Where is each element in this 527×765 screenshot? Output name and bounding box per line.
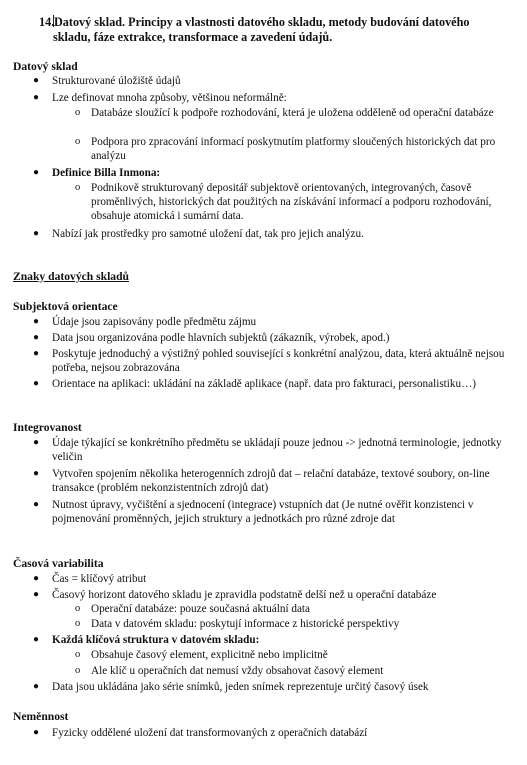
list-item: ● Časový horizont datového skladu je zpravidla podstatně delší než u operační databáze [33,589,437,601]
title-number: 14. [39,15,55,29]
bullet-icon: ● [33,573,40,584]
circle-bullet-icon: o [75,649,81,660]
heading-integrovanost: Integrovanost [13,421,82,434]
list-item: ● Nabízí jak prostředky pro samotné uložení dat, tak pro jejich analýzu. [33,228,364,240]
bullet-icon: ● [33,727,40,738]
bullet-icon: ● [33,468,40,479]
list-item: o Podnikově strukturovaný depositář subjektově orientovaných, integrovaných, časově proměnlivých, historických dat použitých na získávání informací a podporu rozhodování, obsahuje atomická i sumární data. [75,182,492,223]
heading-casova-variabilita: Časová variabilita [13,557,104,570]
list-item: ● Čas = klíčový atribut [33,573,147,585]
bullet-icon: ● [33,167,40,178]
bullet-icon: ● [33,75,40,86]
list-item: o Data v datovém skladu: poskytují informace z historické perspektivy [75,618,400,630]
list-item: ● Fyzicky oddělené uložení dat transformovaných z operačních databází [33,727,368,739]
bullet-icon: ● [33,378,40,389]
list-item: ● Poskytuje jednoduchý a výstižný pohled související s konkrétní analýzou, data, která aktuálně nejsou potřeba, nejsou zobrazována [33,348,505,375]
circle-bullet-icon: o [75,107,81,118]
list-item: o Ale klíč u operačních dat nemusí vždy obsahovat časový element [75,665,384,677]
circle-bullet-icon: o [75,618,81,629]
list-item: ● Údaje týkající se konkrétního předmětu se ukládají pouze jednou -> jednotná terminologie, jednotky veličin [33,437,502,464]
list-item: o Podpora pro zpracování informací poskytnutím platformy sloučených historických dat pro analýzu [75,136,496,163]
bullet-icon: ● [33,348,40,359]
bullet-icon: ● [33,589,40,600]
list-item: ● Orientace na aplikaci: ukládání na základě aplikace (např. data pro fakturaci, personalistiku…) [33,378,476,390]
list-item: ● Data jsou ukládána jako série snímků, jeden snímek reprezentuje určitý časový úsek [33,681,429,693]
list-item: o Operační databáze: pouze současná aktuální data [75,603,310,615]
bullet-icon: ● [33,228,40,239]
circle-bullet-icon: o [75,603,81,614]
list-item: ● Vytvořen spojením několika heterogenních zdrojů dat – relační databáze, textové soubory, on-line transakce (problém nekonzistentních zdrojů dat) [33,468,490,495]
circle-bullet-icon: o [75,182,81,193]
heading-nemennost: Neměnnost [13,710,69,723]
list-item: ● Strukturované úložiště údajů [33,75,181,87]
bullet-icon: ● [33,437,40,448]
list-item: ● Lze definovat mnoha způsoby, většinou neformálně: [33,92,287,104]
list-item: ● Každá klíčová struktura v datovém skladu: [33,634,260,646]
circle-bullet-icon: o [75,136,81,147]
bullet-icon: ● [33,634,40,645]
list-item: ● Údaje jsou zapisovány podle předmětu zájmu [33,316,257,328]
document-title [39,15,509,45]
list-item: ● Nutnost úpravy, vyčištění a sjednocení (integrace) vstupních dat (Je nutné ověřit konzistenci v pojmenování proměnných, jejich struktury a jednotkách pro různé zdroje dat [33,499,474,526]
list-item: ● Data jsou organizována podle hlavních subjektů (zákazník, výrobek, apod.) [33,332,390,344]
bullet-icon: ● [33,316,40,327]
heading-subjektova-orientace: Subjektová orientace [13,300,118,313]
title-text: Datový sklad. Principy a vlastnosti datového skladu, metody budování datového skladu, fáze extrakce, transformace a zavedení údajů. [53,15,470,44]
bullet-icon: ● [33,499,40,510]
circle-bullet-icon: o [75,665,81,676]
bullet-icon: ● [33,92,40,103]
list-item: ● Definice Billa Inmona: [33,167,161,179]
heading-datovy-sklad: Datový sklad [13,60,78,73]
heading-znaky: Znaky datových skladů [13,270,129,283]
bullet-icon: ● [33,332,40,343]
list-item: o Databáze sloužící k podpoře rozhodování, která je uložena odděleně od operační databáze [75,107,494,119]
bullet-icon: ● [33,681,40,692]
list-item: o Obsahuje časový element, explicitně nebo implicitně [75,649,328,661]
